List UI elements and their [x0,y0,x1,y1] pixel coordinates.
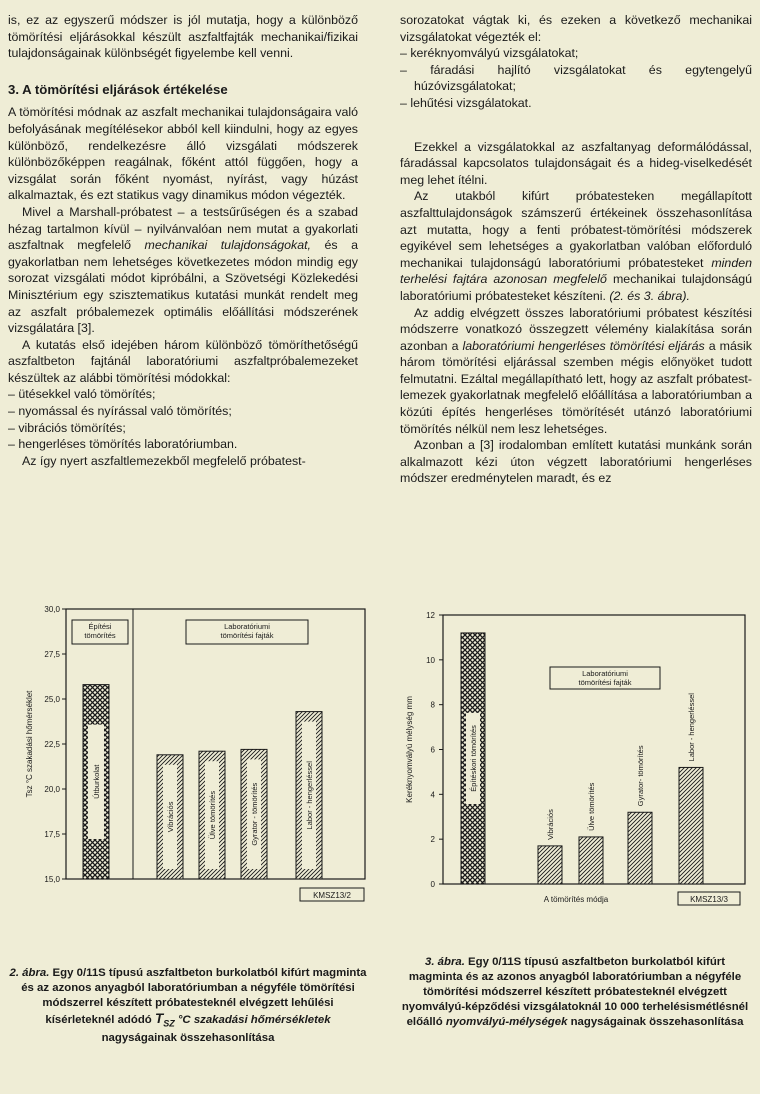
bar-label: Építéskori tömörítés [469,725,478,792]
list-item: – lehűtési vizsgálatokat. [400,95,752,112]
x-axis-label: A tömörítés módja [543,895,609,904]
list-item: – keréknyomvályú vizsgálatokat; [400,45,752,62]
bar-label: Vibrációs [546,809,555,840]
legend-box-laboratory-label: Laboratóriumi tömörítési fajták [220,622,274,640]
y-tick-label: 10 [426,655,435,665]
paragraph-4: Az így nyert aszfaltlemezekből megfelelő próbatest- [22,453,306,468]
list-item: – hengerléses tömörítés laboratóriumban. [8,436,358,453]
paragraph-r5: Azonban a [3] irodalomban említett kutatási munkánk során alkalmazott kézi úton végzett laboratóriumi hengerléses módszer eredménytelen maradt, és ez [400,438,752,486]
paragraph-r2: Ezekkel a vizsgálatokkal az aszfaltanyag deformálódással, fáradással kapcsolatos tulajdonságait és a hideg-viselkedését meg lehet ítélni. [400,139,752,187]
bar [538,846,562,884]
bar-label: Vibrációs [166,801,175,833]
left-column [8,12,358,469]
bar-label: Útburkolat [92,764,101,799]
list-item: – ütésekkel való tömörítés; [8,386,358,403]
y-tick-label: 17,5 [44,830,60,839]
y-tick-label: 15,0 [44,875,60,884]
figure-code: KMSZ13/3 [690,895,728,904]
paragraph-r1: sorozatokat vágtak ki, és ezeken a következő mechanikai vizsgálatokat végezték el: [400,13,752,44]
figure-2-chart [10,600,370,910]
paragraph-2: Mivel a Marshall-próbatest – a testsűrűségen és a szabad hézag tartalmon kívül – nyilvánvalóan nem mutat a gyakorlati aszfaltnak megfelelő mechanikai tulajdonságokat, és a gyakorlatban nem lehetséges következetes módon mindig egy sorozat vizsgálati módot kipróbálni, a Szövetségi Közlekedési Minisztérium egy szisztematikus kutatási munkát rendelt meg az aszfalt próbalemezek optimális előállítási módszerének vizsgálatára [3]. [8,204,358,336]
list-item: – vibrációs tömörítés; [8,420,358,437]
figure-3-caption: 3. ábra. Egy 0/11S típusú aszfaltbeton burkolatból kifúrt magminta és az azonos anyagból laboratóriumban a négyféle tömörítési módszerrel készített próbatesteknél elvégzett nyomvályú-képződési vizsgálatoknál 10 000 terhelésismétlésnél előálló nyomvályú-mélységek nagyságainak összehasonlítása [401,956,749,1028]
y-tick-label: 4 [430,790,435,800]
paragraph-r4: Az addig elvégzett összes laboratóriumi próbatest készítési módszerre vonatkozó összegzett vélemény kialakítása során azonban a laboratóriumi hengerléses tömörítési eljárás a másik három tömörítési eljárással szemben mégis előnyöket tudott felmutatni. Ezáltal megállapítható lett, hogy az aszfalt próbatest-lemezek gyakorlatnak megfelelő előállítása a laboratóriumban a közúti építés hengerléses tömörítését utánzó laboratóriumi tömörítés nélkül nem lesz lehetséges. [400,305,752,436]
bar [579,837,603,884]
legend-box-laboratory-label: Laboratóriumi tömörítési fajták [578,669,632,687]
bar-label: Labor - hengerléssel [687,693,696,762]
y-tick-label: 0 [430,880,435,889]
bar-label: Ülve tömörítés [587,782,596,831]
figure-3-chart [400,600,750,910]
y-tick-label: 30,0 [44,605,60,614]
bar-label: Ülve tömörítés [208,790,217,840]
y-tick-label: 25,0 [44,695,60,704]
paragraph-r3: Az utakból kifúrt próbatesteken megállapított aszfalttulajdonságok számszerű értékeinek összehasonlítása azt mutatta, hogy a fenti próbatest-tömörítési módszerek egyikével sem lehetséges a gyakorlatban valóban előforduló mechanikai tulajdonságú laboratóriumi próbatesteket minden terhelési fajtára azonosan megfelelő mechanikai tulajdonságú laboratóriumi próbatesteket készíteni. (2. és 3. ábra). [400,189,752,303]
y-tick-label: 8 [430,700,435,710]
right-column [400,12,752,487]
y-tick-label: 12 [426,611,435,620]
test-list [400,45,752,111]
figure-2-caption: 2. ábra. Egy 0/11S típusú aszfaltbeton burkolatból kifúrt magminta és az azonos anyagból laboratóriumban a négyféle tömörítési módszerrel készített próbatesteknél elvégzett lehűlési kísérleteknél adódó $T_{SZ}$ °C szakadási hőmérsékletek nagyságainak összehasonlítása [9,967,367,1045]
paragraph-1: A tömörítési módnak az aszfalt mechanikai tulajdonságaira való befolyásának megítélésekor abból kell kiindulni, hogy az egyes különböző, rendelkezésre álló vizsgálati módszerek különbözőképpen reagálnak, főként attól függően, hogy a vizsgálat során főként nyomást, nyírást, vagy húzást alkalmaztak, és ezt statikus vagy dinamikus módon végezték. [8,105,358,203]
bar-label: Labor - hengerléssel [305,761,314,830]
y-axis-label: Keréknyomvályú mélység mm [405,696,414,803]
y-tick-label: 22,5 [44,740,60,749]
paragraph-3: A kutatás első idejében három különböző tömöríthetőségű aszfaltbeton fajtánál laboratóriumi aszfaltpróbalemezeket készültek az alábbi tömörítési módokkal: [8,337,358,385]
y-tick-label: 20,0 [44,785,60,794]
figure-code: KMSZ13/2 [313,891,351,900]
compaction-list [8,386,358,452]
y-tick-label: 2 [430,835,435,845]
list-item: – nyomással és nyírással való tömörítés; [8,403,358,420]
bar-label: Gyrator - tömörítés [250,782,259,846]
bar [628,812,652,884]
intro-paragraph: is, ez az egyszerű módszer is jól mutatja, hogy a különböző tömörítési eljárásokkal készült aszfaltfajták mechanikai/fizikai tulajdonságainak különbségét figyelembe kell venni. [8,13,358,61]
y-tick-label: 6 [430,745,435,755]
y-tick-label: 27,5 [44,650,60,659]
y-axis-label: Tsz °C szakadási hőmérséklet [25,690,34,798]
section-heading: 3. A tömörítési eljárások értékelése [8,81,228,97]
list-item: – fáradási hajlító vizsgálatokat és egytengelyű húzóvizsgálatokat; [400,62,752,95]
bar [679,767,703,884]
legend-box-construction-label: Építési tömörítés [84,622,116,640]
bar-label: Gyrator- tömörítés [636,745,645,807]
